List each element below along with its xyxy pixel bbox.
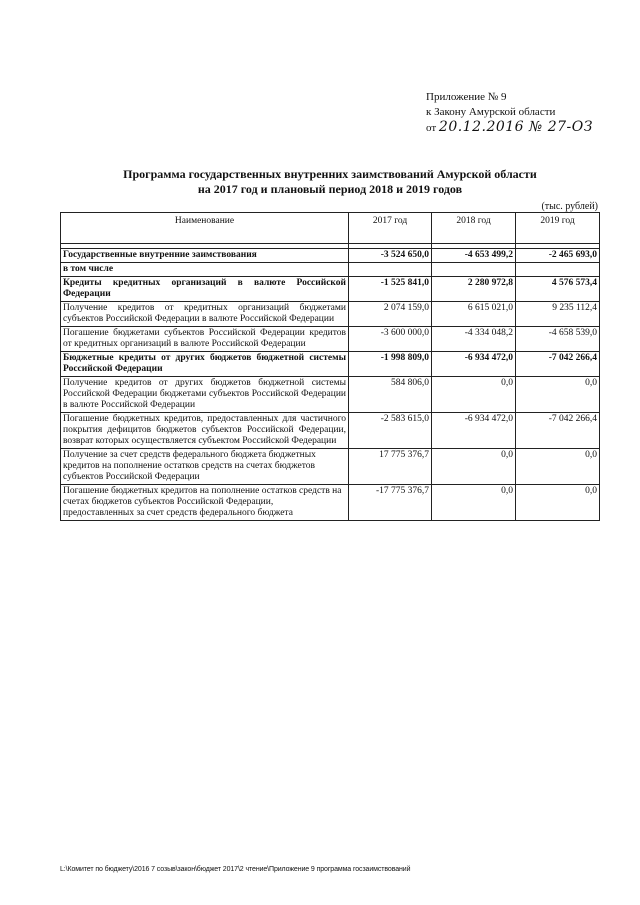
- row-2017: -1 998 809,0: [349, 352, 432, 377]
- row-2019: 0,0: [516, 449, 600, 485]
- row-2017: -1 525 841,0: [349, 277, 432, 302]
- table-row: [61, 263, 600, 277]
- row-2018: -4 334 048,2: [432, 327, 516, 352]
- row-2018: 6 615 021,0: [432, 302, 516, 327]
- header-2019: 2019 год: [516, 213, 600, 244]
- row-2019: -7 042 266,4: [516, 413, 600, 449]
- row-2018: [432, 263, 516, 277]
- row-name: Погашение бюджетных кредитов на пополнение остатков средств на счетах бюджетов субъектов Российской Федерации, предоставленных за счет средств федерального бюджета: [61, 485, 349, 521]
- row-2018: 0,0: [432, 377, 516, 413]
- row-2017: -17 775 376,7: [349, 485, 432, 521]
- row-2019: -2 465 693,0: [516, 249, 600, 263]
- header-2017: 2017 год: [349, 213, 432, 244]
- row-2017: -2 583 615,0: [349, 413, 432, 449]
- row-2019: -4 658 539,0: [516, 327, 600, 352]
- row-2017: 584 806,0: [349, 377, 432, 413]
- borrowing-table: [60, 212, 600, 521]
- row-2017: 2 074 159,0: [349, 302, 432, 327]
- title-line-1: Программа государственных внутренних заимствований Амурской области: [123, 167, 537, 181]
- row-2019: 9 235 112,4: [516, 302, 600, 327]
- header-name: Наименование: [61, 213, 349, 244]
- appendix-number: Приложение № 9: [426, 91, 507, 103]
- appendix-block: [426, 90, 593, 136]
- row-2018: 0,0: [432, 449, 516, 485]
- table-row: [61, 277, 600, 302]
- row-2018: -6 934 472,0: [432, 352, 516, 377]
- row-name: Получение кредитов от других бюджетов бюджетной системы Российской Федерации бюджетами субъектов Российской Федерации в валюте Российской Федерации: [61, 377, 349, 413]
- document-title: [60, 167, 600, 197]
- appendix-date: [426, 120, 593, 136]
- table-row: [61, 327, 600, 352]
- row-2019: -7 042 266,4: [516, 352, 600, 377]
- file-path-footer: L:\Комитет по бюджету\2016 7 созыв\закон\бюджет 2017\2 чтение\Приложение 9 программа госзаимствований: [60, 866, 411, 873]
- table-row: [61, 249, 600, 263]
- row-name: Погашение бюджетных кредитов, предоставленных для частичного покрытия дефицитов бюджетов субъектов Российской Федерации, возврат которых осуществляется субъектом Российской Федерации: [61, 413, 349, 449]
- row-2017: 17 775 376,7: [349, 449, 432, 485]
- table-row: [61, 352, 600, 377]
- table-row: [61, 377, 600, 413]
- row-2019: [516, 263, 600, 277]
- row-name: Погашение бюджетами субъектов Российской Федерации кредитов от кредитных организаций в валюте Российской Федерации: [61, 327, 349, 352]
- table-row: [61, 485, 600, 521]
- units-label: (тыс. рублей): [541, 201, 598, 212]
- row-2018: -4 653 499,2: [432, 249, 516, 263]
- row-name: в том числе: [61, 263, 349, 277]
- row-name: Кредиты кредитных организаций в валюте Российской Федерации: [61, 277, 349, 302]
- title-line-2: на 2017 год и плановый период 2018 и 2019 годов: [197, 182, 463, 196]
- appendix-date-prefix: от: [426, 122, 437, 134]
- appendix-law: к Закону Амурской области: [426, 106, 556, 118]
- row-name: Получение за счет средств федерального бюджета бюджетных кредитов на пополнение остатков средств на счетах бюджетов субъектов Российской Федерации: [61, 449, 349, 485]
- handwritten-date: 20.12.2016 № 27-ОЗ: [438, 119, 593, 135]
- header-2018: 2018 год: [432, 213, 516, 244]
- table-row: [61, 302, 600, 327]
- row-2018: 2 280 972,8: [432, 277, 516, 302]
- row-name: Бюджетные кредиты от других бюджетов бюджетной системы Российской Федерации: [61, 352, 349, 377]
- row-2018: -6 934 472,0: [432, 413, 516, 449]
- table-row: [61, 413, 600, 449]
- row-2017: -3 524 650,0: [349, 249, 432, 263]
- row-2019: 0,0: [516, 377, 600, 413]
- row-2019: 4 576 573,4: [516, 277, 600, 302]
- table-header-row: [61, 213, 600, 244]
- row-2017: [349, 263, 432, 277]
- row-name: Государственные внутренние заимствования: [61, 249, 349, 263]
- row-2017: -3 600 000,0: [349, 327, 432, 352]
- row-2018: 0,0: [432, 485, 516, 521]
- table-row: [61, 449, 600, 485]
- row-2019: 0,0: [516, 485, 600, 521]
- row-name: Получение кредитов от кредитных организаций бюджетами субъектов Российской Федерации в валюте Российской Федерации: [61, 302, 349, 327]
